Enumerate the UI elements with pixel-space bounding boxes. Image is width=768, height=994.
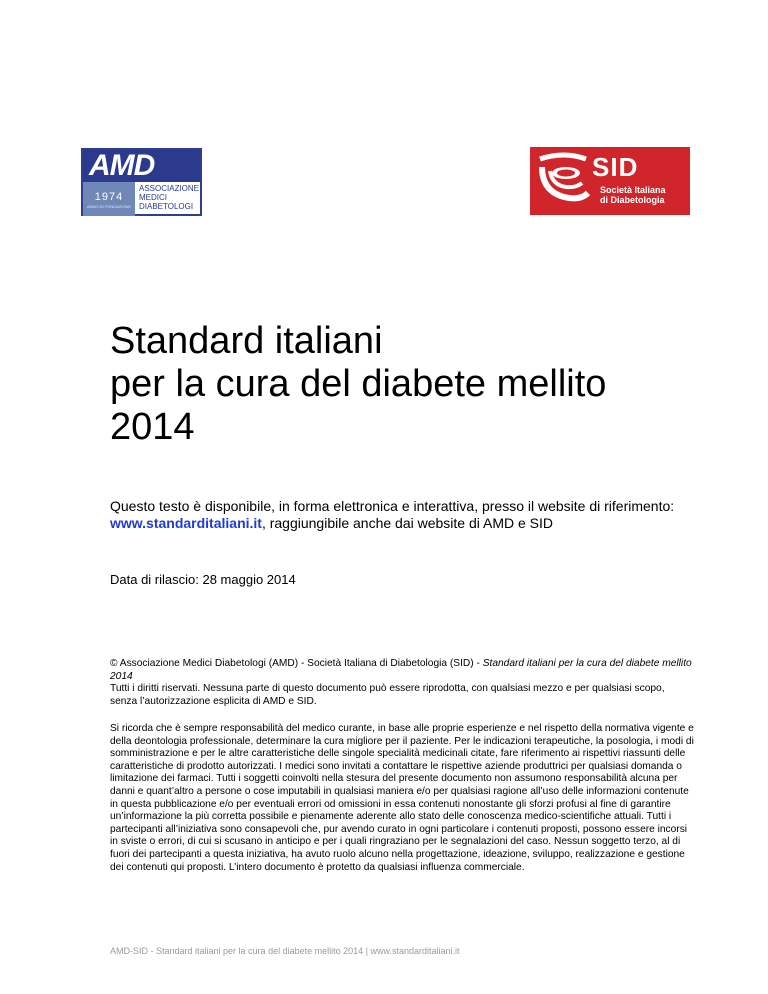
intro-text-before: Questo testo è disponibile, in forma elettronica e interattiva, presso il website di riferimento:	[110, 498, 675, 514]
intro-paragraph	[110, 498, 690, 532]
sid-swirl-icon	[536, 151, 592, 211]
intro-text-after: , raggiungibile anche dai website di AMD e SID	[261, 515, 554, 531]
amd-logo-association-name	[139, 184, 199, 211]
sid-logo-acronym: SID	[592, 152, 639, 182]
title-line-2: per la cura del diabete mellito	[110, 363, 607, 405]
amd-logo-year: 1974	[94, 191, 124, 203]
amd-assoc-line-2: MEDICI	[139, 193, 167, 202]
sid-logo-subtitle: Società Italiana di Diabetologia	[600, 185, 666, 205]
copyright-prefix: © Associazione Medici Diabetologi (AMD) - Società Italiana di Diabetologia (SID) -	[110, 658, 483, 669]
title-line-1: Standard italiani	[110, 320, 383, 362]
release-date: Data di rilascio: 28 maggio 2014	[110, 572, 296, 587]
copyright-block	[110, 658, 692, 708]
website-link[interactable]: www.standarditaliani.it	[110, 515, 262, 531]
copyright-title: Standard italiani per la cura del diabete mellito 2014	[110, 658, 692, 682]
amd-logo-year-subtitle: ANNO DI FONDAZIONE	[86, 204, 131, 209]
page-footer: AMD-SID - Standard italiani per la cura del diabete mellito 2014 | www.standarditaliani.it	[110, 946, 460, 956]
document-title	[110, 320, 606, 449]
amd-assoc-line-1: ASSOCIAZIONE	[139, 184, 200, 193]
amd-logo	[81, 148, 202, 216]
title-line-3: 2014	[110, 406, 195, 448]
amd-logo-acronym: AMD	[83, 150, 200, 182]
copyright-rights: Tutti i diritti riservati. Nessuna parte di questo documento può essere riprodotta, con qualsiasi mezzo e per qualsiasi scopo, senza l’autorizzazione esplicita di AMD e SID.	[110, 683, 665, 707]
disclaimer-paragraph: Si ricorda che è sempre responsabilità del medico curante, in base alle proprie esperienze e nel rispetto della normativa vigente e della deontologia professionale, determinare la cura migliore per il paziente. Per le indicazioni terapeutiche, la posologia, i modi di somministrazione e per le altre caratteristiche delle singole specialità medicinali citate, fare riferimento ai rispettivi riassunti delle caratteristiche di prodotto autorizzati. I medici sono invitati a contattare le rispettive aziende produttrici per qualsiasi domanda o limitazione dei farmaci. Tutti i soggetti coinvolti nella stesura del presente documento non assumono responsabilità alcuna per danni e quant’altro a persone o cose imputabili in qualsiasi maniera e/o per qualsiasi ragione all’uso delle informazioni contenute in questa pubblicazione e/o per eventuali errori od omissioni in essa contenuti nonostante gli sforzi profusi al fine di garantire un’informazione la più corretta possibile e pienamente aderente allo stato delle conoscenza medico-scientifiche attuali. Tutti i partecipanti all’iniziativa sono consapevoli che, pur avendo curato in ogni particolare i contenuti proposti, possono essere incorsi in sviste o errori, di cui si scusano in anticipo e per i quali ringraziano per le segnalazioni del caso. Nessun soggetto terzo, al di fuori dei partecipanti a questa iniziativa, ha avuto ruolo alcuno nella progettazione, ideazione, sviluppo, realizzazione e gestione dei contenuti qui proposti. L’intero documento è protetto da qualsiasi influenza commerciale.	[110, 723, 694, 873]
amd-assoc-line-3: DIABETOLOGI	[139, 202, 194, 211]
sid-logo	[530, 147, 690, 215]
amd-logo-year-box	[83, 182, 135, 216]
